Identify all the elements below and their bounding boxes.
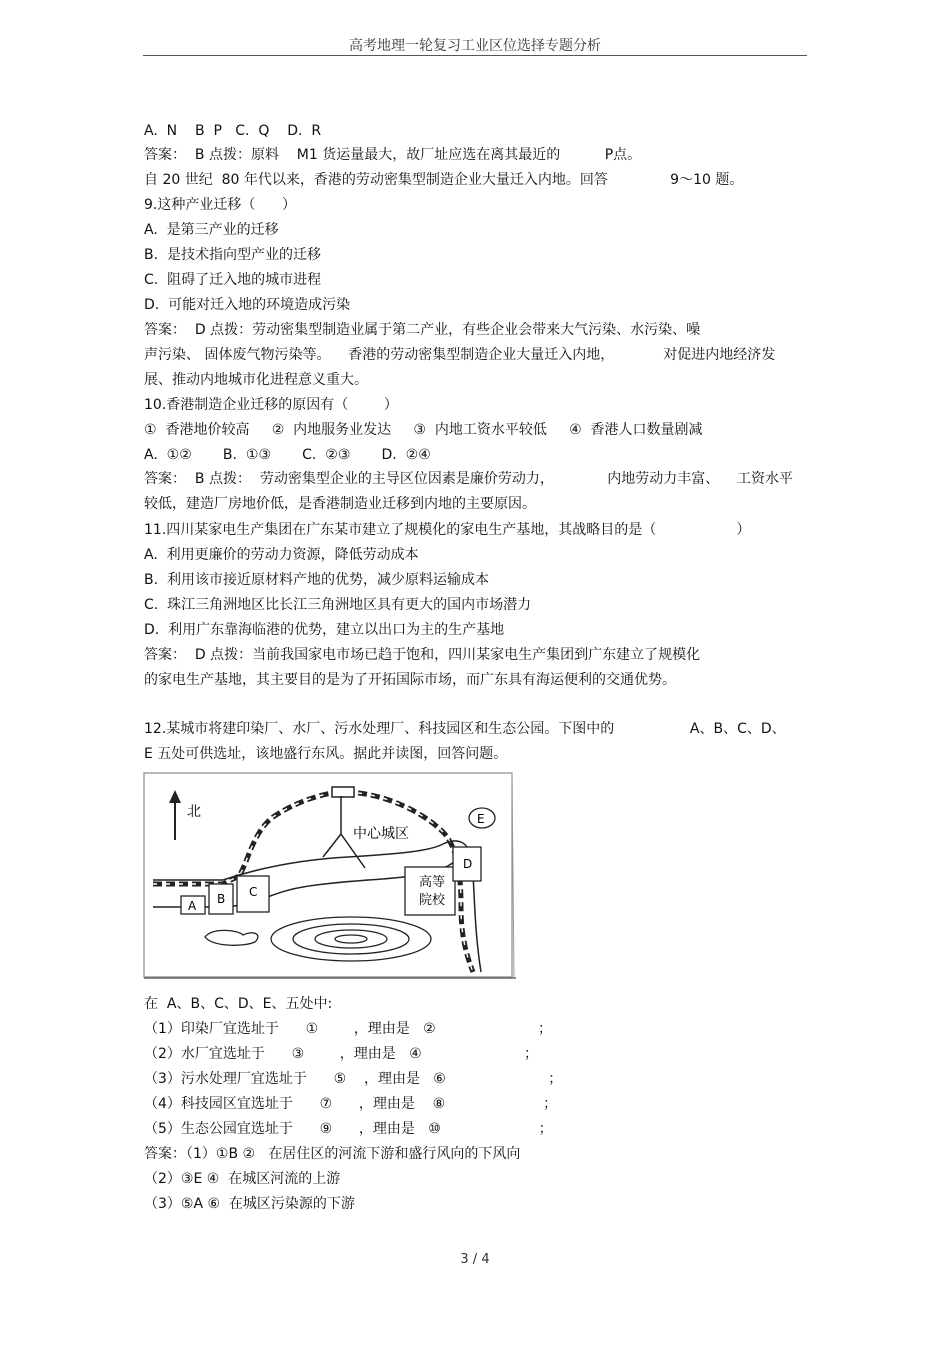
site-c-label: C: [249, 885, 258, 899]
page-number: 3 / 4: [460, 1252, 490, 1267]
text-line: 自 20 世纪 80 年代以来，香港的劳动密集型制造企业大量迁入内地。回答 9～10 题。: [144, 172, 744, 188]
answer-9-line: 答案： D 点拨：劳动密集型制造业属于第二产业，有些企业会带来大气污染、水污染、噪: [144, 322, 701, 338]
campus-label: 高等: [419, 875, 446, 890]
subquestion-5: （5）生态公园宜选址于 ⑨ ，理由是 ⑩ ；: [144, 1121, 553, 1137]
site-d-label: D: [463, 857, 473, 871]
option-9c: C. 阻碍了迁入地的城市进程: [144, 272, 322, 288]
answer-10-line: 答案： B 点拨： 劳动密集型企业的主导区位因素是廉价劳动力， 内地劳动力丰富、 工资水平: [144, 471, 794, 487]
site-map-figure: [143, 772, 518, 980]
answer-12-line: 答案：（1）①B ② 在居住区的河流下游和盛行风向的下风向: [144, 1146, 521, 1162]
header-rule: [143, 55, 807, 56]
site-e-label: E: [477, 812, 485, 826]
option-9d: D. 可能对迁入地的环境造成污染: [144, 297, 351, 313]
subquestion-1: （1）印染厂宜选址于 ① ，理由是 ② ；: [144, 1021, 553, 1037]
subquestion-3: （3）污水处理厂宜选址于 ⑤ ，理由是 ⑥ ；: [144, 1071, 563, 1087]
site-b-label: B: [217, 892, 226, 906]
question-12: E 五处可供选址，该地盛行东风。据此并读图，回答问题。: [144, 746, 508, 762]
site-a-label: A: [188, 899, 197, 913]
option-11b: B. 利用该市接近原材料产地的优势，减少原料运输成本: [144, 572, 489, 588]
running-header: 高考地理一轮复习工业区位选择专题分析: [349, 38, 601, 54]
option-9a: A. 是第三产业的迁移: [144, 222, 279, 238]
answer-9-line: 展、推动内地城市化进程意义重大。: [144, 372, 368, 388]
answer-11-line: 的家电生产基地，其主要目的是为了开拓国际市场，而广东具有海运便利的交通优势。: [144, 672, 676, 688]
subquestion-2: （2）水厂宜选址于 ③ ，理由是 ④ ；: [144, 1046, 539, 1062]
city-label: 中心城区: [353, 826, 409, 842]
text-line: 答案： B 点拨：原料 M1 货运量最大，故厂址应选在离其最近的 P点。: [144, 147, 642, 163]
option-11a: A. 利用更廉价的劳动力资源，降低劳动成本: [144, 547, 419, 563]
answer-9-line: 声污染、 固体废气物污染等。 香港的劳动密集型制造企业大量迁入内地， 对促进内地经济发: [144, 347, 776, 363]
option-11d: D. 利用广东靠海临港的优势，建立以出口为主的生产基地: [144, 622, 505, 638]
question-9: 9.这种产业迁移（ ）: [144, 197, 297, 213]
question-10: 10.香港制造企业迁移的原因有（ ）: [144, 397, 398, 413]
campus-label: 院校: [419, 893, 446, 908]
north-label: 北: [187, 804, 201, 820]
text-line: A. N B P C. Q D. R: [144, 123, 322, 139]
subquestion-intro: 在 A、B、C、D、E、五处中:: [144, 996, 333, 1012]
answer-10-line: 较低，建造厂房地价低，是香港制造业迁移到内地的主要原因。: [144, 496, 536, 512]
option-9b: B. 是技术指向型产业的迁移: [144, 247, 321, 263]
railway-station: [332, 787, 354, 797]
question-12: 12.某城市将建印染厂、水厂、污水处理厂、科技园区和生态公园。下图中的 A、B、C、D、: [144, 721, 786, 737]
subquestion-4: （4）科技园区宜选址于 ⑦ ，理由是 ⑧ ；: [144, 1096, 558, 1112]
answer-12-line: （3）⑤A ⑥ 在城区污染源的下游: [144, 1196, 355, 1212]
option-11c: C. 珠江三角洲地区比长江三角洲地区具有更大的国内市场潜力: [144, 597, 532, 613]
answer-11-line: 答案： D 点拨：当前我国家电市场已趋于饱和，四川某家电生产集团到广东建立了规模化: [144, 647, 701, 663]
question-11: 11.四川某家电生产集团在广东某市建立了规模化的家电生产基地，其战略目的是（ ）: [144, 522, 751, 538]
question-10-options: A. ①② B. ①③ C. ②③ D. ②④: [144, 447, 431, 463]
answer-12-line: （2）③E ④ 在城区河流的上游: [144, 1171, 341, 1187]
question-10-items: ① 香港地价较高 ② 内地服务业发达 ③ 内地工资水平较低 ④ 香港人口数量剧减: [144, 422, 703, 438]
